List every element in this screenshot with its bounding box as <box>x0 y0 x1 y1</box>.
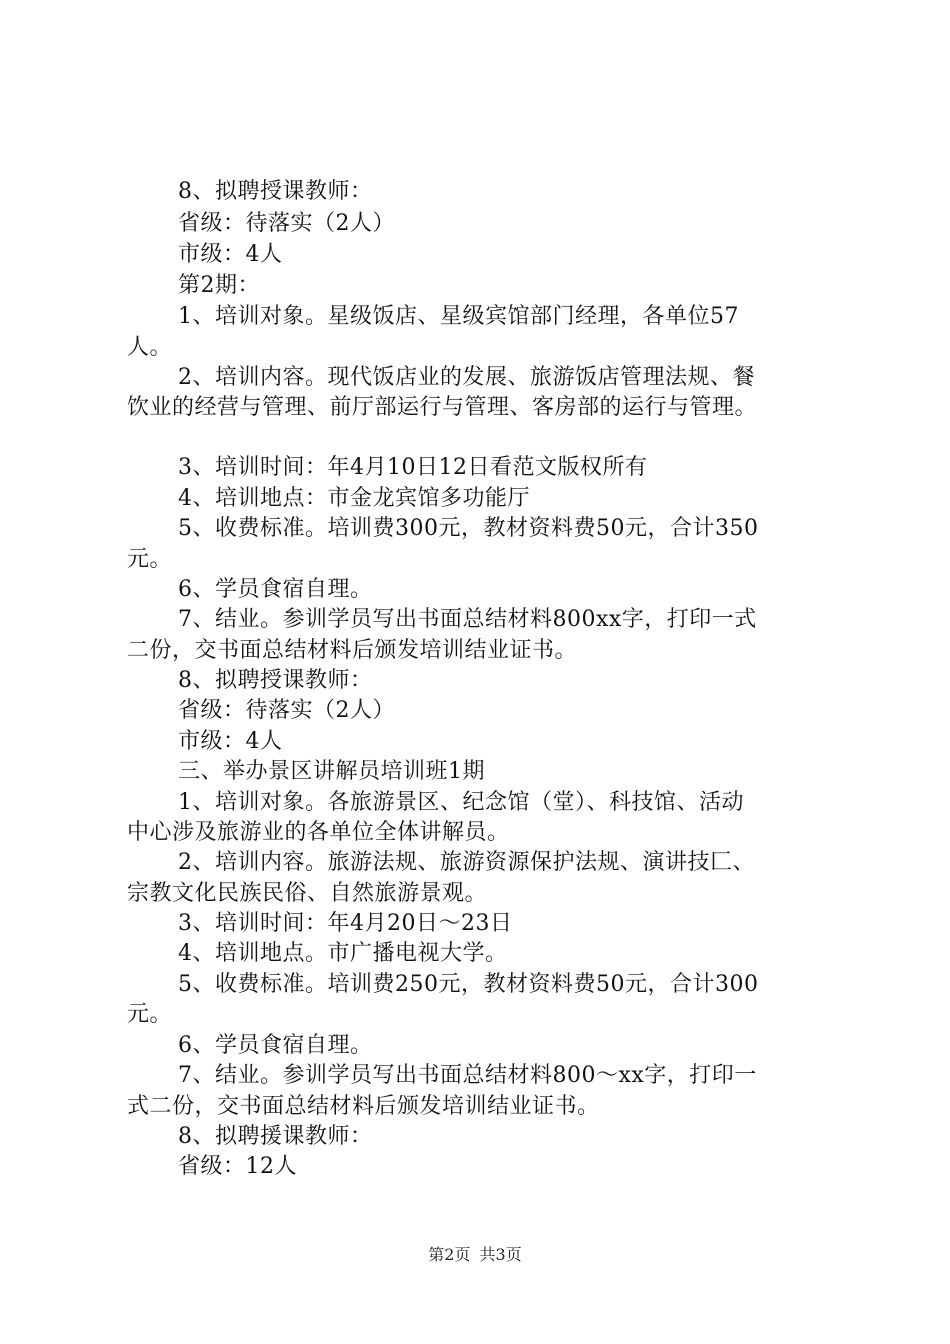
text-line: 三、举办景区讲解员培训班1期 <box>178 759 485 784</box>
text-line: 6、学员食宿自理。 <box>178 577 373 602</box>
page-number: 第2页 <box>428 1245 471 1264</box>
text-line: 4、培训地点：市金龙宾馆多功能厅 <box>178 486 530 511</box>
text-line: 中心涉及旅游业的各单位全体讲解员。 <box>127 820 510 845</box>
page-total: 共3页 <box>479 1245 522 1264</box>
text-line: 2、培训内容。现代饭店业的发展、旅游饭店管理法规、餐 <box>178 365 755 390</box>
text-line: 省级：待落实（2人） <box>178 698 395 723</box>
text-line: 市级：4人 <box>178 242 283 267</box>
text-line: 7、结业。参训学员写出书面总结材料800～xx字，打印一 <box>178 1063 757 1088</box>
text-line: 5、收费标准。培训费250元，教材资料费50元，合计300 <box>178 972 759 997</box>
text-line: 5、收费标准。培训费300元，教材资料费50元，合计350 <box>178 516 759 541</box>
text-line: 8、拟聘援课教师： <box>178 1124 373 1149</box>
text-line: 1、培训对象。星级饭店、星级宾馆部门经理，各单位57 <box>178 304 739 329</box>
text-line: 省级：12人 <box>178 1154 297 1179</box>
text-line: 宗教文化民族民俗、自然旅游景观。 <box>127 881 488 906</box>
text-line: 元。 <box>127 547 173 572</box>
text-line: 饮业的经营与管理、前厅部运行与管理、客房部的运行与管理。 <box>127 395 758 420</box>
text-line: 第2期： <box>178 273 260 298</box>
page-footer <box>0 1244 950 1266</box>
text-line: 人。 <box>127 335 173 360</box>
text-line: 省级：待落实（2人） <box>178 211 395 236</box>
text-line: 6、学员食宿自理。 <box>178 1033 373 1058</box>
text-line: 3、培训时间：年4月20日～23日 <box>178 911 513 936</box>
text-line: 8、拟聘授课教师： <box>178 179 373 204</box>
text-line: 4、培训地点。市广播电视大学。 <box>178 941 508 966</box>
text-line: 二份，交书面总结材料后颁发培训结业证书。 <box>127 638 578 663</box>
text-line: 元。 <box>127 1002 173 1027</box>
text-line: 市级：4人 <box>178 729 283 754</box>
text-line: 2、培训内容。旅游法规、旅游资源保护法规、演讲技匚、 <box>178 850 755 875</box>
text-line: 7、结业。参训学员写出书面总结材料800xx字，打印一式 <box>178 607 757 632</box>
text-line: 3、培训时间：年4月10日12日看范文版权所有 <box>178 455 648 480</box>
text-line: 1、培训对象。各旅游景区、纪念馆（堂）、科技馆、活动 <box>178 790 744 815</box>
text-line: 式二份，交书面总结材料后颁发培训结业证书。 <box>127 1094 600 1119</box>
text-line: 8、拟聘授课教师： <box>178 668 373 693</box>
